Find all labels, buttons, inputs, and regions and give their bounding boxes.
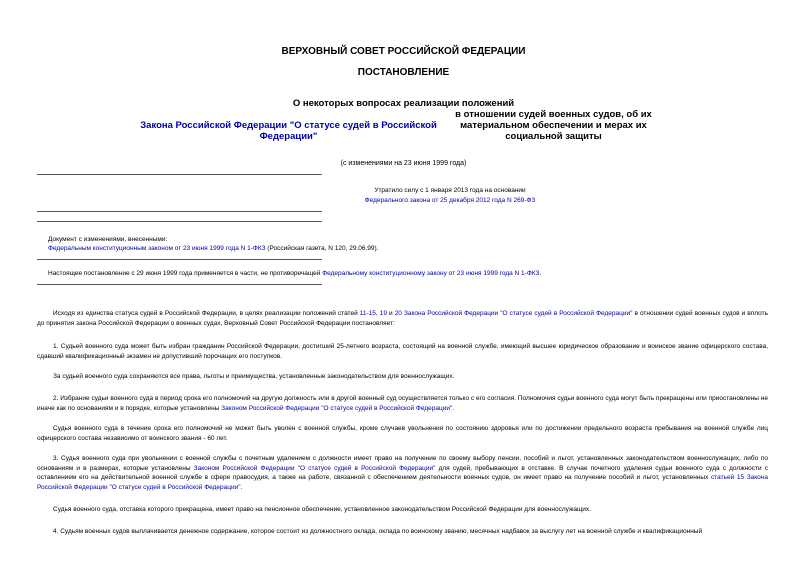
paragraph-dismissal-text: Судья военного суда в течение срока его полномочий не может быть уволен с военной службы, кроме случаев увольнения по состоянию здоровья или по достижении предельного возраста пребывания на военной службе лиц офицерского состава независимо от воинского звания - 60 лет. — [37, 425, 768, 442]
applicability-end: . — [539, 270, 542, 277]
divider — [37, 174, 322, 175]
paragraph-4-text: 4. Судьям военных судов выплачивается денежное содержание, которое состоит из должностного оклада, оклада по воинскому званию, месячных надбавок за выслугу лет на военной службе и квалификационный — [53, 528, 703, 535]
paragraph-1 — [37, 342, 768, 361]
applicability-text: Настоящее постановление с 29 июня 1999 года применяется в части, не противоречащей — [48, 270, 323, 277]
amendments-list — [48, 235, 648, 253]
article-20-law-link[interactable]: 20 Закона Российской Федерации "О статусе судей в Российской Федерации" — [394, 310, 633, 317]
paragraph-2-dismissal — [37, 424, 768, 443]
article-15-link[interactable]: статьей 15 Закона Российской Федерации "О статусе судей в Российской Федерации" — [37, 474, 768, 491]
paragraph-4 — [37, 527, 768, 537]
preamble-text: Исходя из единства статуса судей в Российской Федерации, в целях реализации положений статей — [53, 310, 360, 317]
paragraph-2-text: 2. Избрание судьи военного суда в период срока его полномочий на другую должность или в другой военный суд осуществляется только с его согласия. Полномочия судьи военного суда могут быть прекращены или приостановлены не иначе как по основаниям и в порядке, которые установлены — [37, 395, 768, 412]
paragraph-2-end: . — [452, 404, 455, 412]
status-law-link[interactable]: Законом Российской Федерации "О статусе судей в Российской Федерации" — [221, 404, 453, 412]
articles-link[interactable]: 11-15 — [359, 310, 376, 317]
document-title — [0, 98, 807, 142]
amendments-intro: Документ с изменениями, внесенными: — [48, 236, 168, 243]
amendment-law-link[interactable]: Федеральным конституционным законом от 23 июня 1999 года N 1-ФКЗ — [48, 245, 266, 252]
document-type: ПОСТАНОВЛЕНИЕ — [357, 67, 450, 78]
article-19-link[interactable]: 19 — [379, 310, 387, 317]
paragraph-1-benefits — [37, 372, 768, 382]
paragraph-3-text: 3. Судья военного суда при увольнении с военной службы с почетным удалением с должности имеет право на получение по своему выбору пенсии, пособий и льгот, установленных законодательством военнослужащих, либо по основаниям и в размерах, которые установлены — [37, 455, 768, 472]
applicability-law-link[interactable]: Федеральному конституционному закону от 23 июня 1999 года N 1-ФКЗ — [322, 270, 540, 277]
paragraph-3-end: . — [240, 483, 243, 491]
title-law-link[interactable]: Закона Российской Федерации "О статусе судей в Российской Федерации" — [140, 120, 437, 142]
paragraph-preamble — [37, 309, 768, 328]
repeal-law-link[interactable]: Федерального закона от 25 декабря 2012 года N 269-ФЗ — [364, 197, 536, 204]
paragraph-pension-text: Судья военного суда, отставка которого прекращена, имеет право на пенсионное обеспечение, установленное законодательством Российской Федерации для военнослужащих. — [53, 506, 591, 513]
separator: , — [375, 310, 380, 317]
paragraph-3-cont: для судей, пребывающих в отставке. В случае почетного удаления судьи военного суда с должности с оставлением его на действительной военной службе в сфере правосудия, а также на работе, связанной с обеспечением деятельности военных судов, он имеет право на получение пособий и льгот, установленных — [37, 464, 769, 481]
status-law-link[interactable]: Законом Российской Федерации "О статусе судей в Российской Федерации" — [193, 464, 436, 472]
paragraph-1-text: 1. Судьей военного суда может быть избран гражданин Российской Федерации, достигший 25-летнего возраста, состоящий на военной службе, имеющий высшее юридическое образование и воинское звание офицерского состава, сдавший квалификационный экзамен не допустивший порочащих его поступков. — [37, 343, 768, 360]
separator: и — [386, 310, 395, 317]
preamble-end: в отношении судей военных судов и вплоть до принятия закона Российской Федерации о военных судах, Верховный Совет Российской Федерации постановляет: — [37, 310, 768, 327]
divider — [37, 259, 322, 260]
repeal-note — [340, 186, 560, 206]
applicability-note — [48, 270, 768, 277]
title-part-1: О некоторых вопросах реализации положений — [292, 98, 515, 109]
paragraph-3-pension — [37, 505, 768, 515]
amendment-source: (Российская газета, N 120, 29.06.99). — [265, 245, 379, 252]
paragraph-2 — [37, 394, 768, 413]
divider — [37, 211, 322, 212]
amendment-note: (с изменениями на 23 июня 1999 года) — [340, 160, 467, 167]
repeal-text: Утратило силу с 1 января 2013 года на основании — [374, 187, 526, 194]
issuing-body: ВЕРХОВНЫЙ СОВЕТ РОССИЙСКОЙ ФЕДЕРАЦИИ — [281, 46, 526, 57]
paragraph-benefits-text: За судьей военного суда сохраняются все права, льготы и преимущества, установленные законодательством для военнослужащих. — [53, 373, 455, 380]
divider — [37, 284, 322, 285]
divider — [37, 221, 322, 222]
paragraph-3 — [37, 454, 768, 492]
title-part-2: в отношении судей военных судов, об их материальном обеспечении и мерах их социальной защиты — [455, 109, 652, 142]
